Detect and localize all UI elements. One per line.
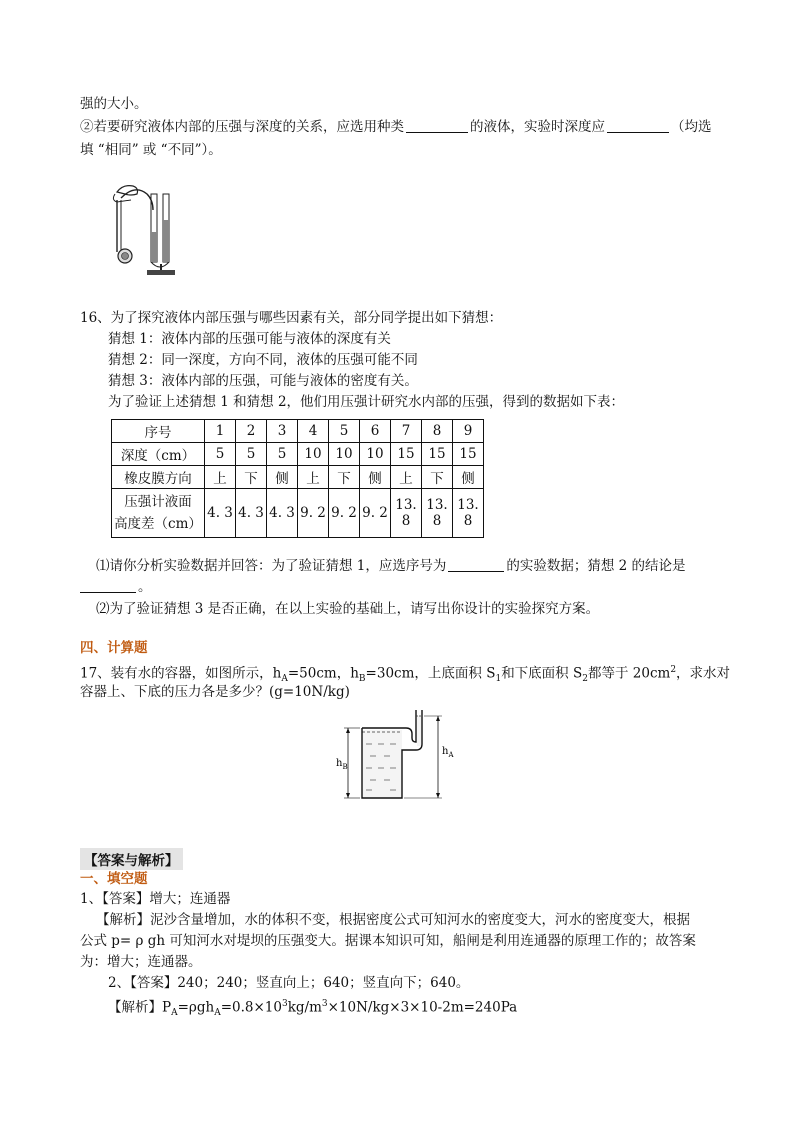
table-cell: 上	[391, 466, 422, 489]
table-cell: 5	[236, 443, 267, 466]
q16-guess3: 猜想 3：液体内部的压强，可能与液体的密度有关。	[108, 373, 418, 389]
q15-line1: 强的大小。	[80, 96, 148, 112]
a2-text: 【解析】P	[108, 999, 172, 1016]
answer2-line2	[108, 994, 517, 1023]
q17-text: 17、装有水的容器，如图所示，h	[80, 665, 282, 682]
table-cell: 7	[391, 420, 422, 443]
table-cell: 3	[267, 420, 298, 443]
label-hb	[336, 758, 348, 771]
water-container-figure	[334, 704, 464, 804]
table-cell: 9. 2	[329, 489, 360, 538]
table-cell: 13. 8	[391, 489, 422, 538]
table-row-serial	[112, 420, 484, 443]
table-cell: 侧	[360, 466, 391, 489]
q17-sub: A	[281, 674, 288, 685]
table-cell: 10	[360, 443, 391, 466]
label-hb-sub: B	[342, 763, 348, 771]
q17-text: =30cm，上底面积 S	[365, 665, 496, 682]
manometer-figure	[103, 180, 183, 280]
table-cell: 下	[329, 466, 360, 489]
table-cell: 2	[236, 420, 267, 443]
table-cell: 4. 3	[236, 489, 267, 538]
table-cell: 5	[267, 443, 298, 466]
label-ha	[442, 746, 454, 759]
row-header: 序号	[112, 420, 205, 443]
row-header-part: 压强计液面	[124, 494, 192, 510]
a2-sub: A	[214, 1008, 221, 1019]
table-cell: 侧	[453, 466, 484, 489]
table-cell: 13. 8	[422, 489, 453, 538]
table-cell: 9. 2	[298, 489, 329, 538]
a2-text: ×10N/kg×3×10-2m=240Pa	[327, 999, 518, 1016]
table-cell: 4	[298, 420, 329, 443]
answer-blank	[607, 118, 669, 133]
q17-text: =50cm，h	[287, 665, 359, 682]
table-cell: 5	[205, 443, 236, 466]
answer1-line3: 公式 p= ρ gh 可知河水对堤坝的压强变大。据课本知识可知，船闸是利用连通器的原理工作的；故答案	[80, 933, 696, 949]
a2-text: kg/m	[287, 999, 322, 1016]
q15-text-b: 的液体，实验时深度应	[470, 119, 605, 135]
table-cell: 4. 3	[267, 489, 298, 538]
table-row-direction	[112, 466, 484, 489]
answers-header: 【答案与解析】	[80, 848, 183, 870]
table-cell: 13. 8	[453, 489, 484, 538]
row-header: 橡皮膜方向	[112, 466, 205, 489]
a2-sub: A	[171, 1008, 178, 1019]
q16-sub2: ⑵为了验证猜想 3 是否正确，在以上实验的基础上，请写出你设计的实验探究方案。	[96, 601, 600, 617]
q16-verify: 为了验证上述猜想 1 和猜想 2，他们用压强计研究水内部的压强，得到的数据如下表：	[108, 394, 625, 410]
table-row-height-diff	[112, 489, 484, 538]
pressure-data-table	[111, 419, 484, 538]
table-cell: 15	[453, 443, 484, 466]
row-header	[112, 489, 205, 538]
table-cell: 10	[298, 443, 329, 466]
table-cell: 10	[329, 443, 360, 466]
table-cell: 上	[298, 466, 329, 489]
label-ha-main: h	[442, 746, 449, 757]
q17-sub: B	[358, 674, 366, 685]
table-cell: 15	[422, 443, 453, 466]
answer-blank	[80, 578, 136, 593]
table-cell: 下	[422, 466, 453, 489]
q17-text: 都等于 20cm	[587, 665, 671, 682]
label-ha-sub: A	[448, 751, 454, 759]
q16-sub1-end: 。	[138, 579, 152, 595]
answer-blank	[448, 557, 504, 572]
a2-sup: 3	[281, 999, 288, 1009]
answers-section1-title: 一、填空题	[80, 871, 148, 887]
q17-sub: 2	[582, 674, 588, 685]
table-cell: 1	[205, 420, 236, 443]
a2-sup: 3	[321, 999, 328, 1009]
table-cell: 上	[205, 466, 236, 489]
table-cell: 5	[329, 420, 360, 443]
q17-sub: 1	[495, 674, 502, 685]
a2-text: =0.8×10	[220, 999, 282, 1016]
q16-sub1	[96, 556, 686, 576]
q16-intro: 16、为了探究液体内部压强与哪些因素有关，部分同学提出如下猜想：	[80, 310, 503, 326]
q17-text: ，求水对	[676, 665, 731, 682]
answer-blank	[406, 118, 468, 133]
answer1-line4: 为：增大；连通器。	[80, 954, 202, 970]
q16-guess2: 猜想 2：同一深度，方向不同，液体的压强可能不同	[108, 352, 418, 368]
answer1-line2: 【解析】泥沙含量增加，水的体积不变，根据密度公式可知河水的密度变大，河水的密度变大，根据	[96, 912, 690, 928]
table-row-depth	[112, 443, 484, 466]
table-cell: 9	[453, 420, 484, 443]
q16-sub1-text-a: ⑴请你分析实验数据并回答：为了验证猜想 1，应选序号为	[96, 558, 447, 574]
table-cell: 9. 2	[360, 489, 391, 538]
q17-text: 和下底面积 S	[501, 665, 583, 682]
label-hb-main: h	[336, 758, 343, 769]
table-cell: 下	[236, 466, 267, 489]
q16-guess1: 猜想 1：液体内部的压强可能与液体的深度有关	[108, 331, 391, 347]
a2-text: =ρgh	[177, 999, 215, 1016]
table-cell: 6	[360, 420, 391, 443]
q15-line3: 填 “相同” 或 “不同”）。	[80, 142, 222, 158]
q17-line2: 容器上、下底的压力各是多少？(g=10N/kg)	[80, 684, 350, 700]
q16-sub1-cont	[80, 577, 152, 597]
answer2-line1: 2、【答案】240；240；竖直向上；640；竖直向下；640。	[108, 975, 470, 991]
q15-text-a: ②若要研究液体内部的压强与深度的关系，应选用种类	[80, 119, 404, 135]
row-header-part: 高度差（cm）	[114, 516, 202, 532]
table-cell: 15	[391, 443, 422, 466]
table-cell: 8	[422, 420, 453, 443]
answer1-line1: 1、【答案】增大；连通器	[80, 891, 231, 907]
section-title-calculation: 四、计算题	[80, 640, 148, 656]
row-header: 深度（cm）	[112, 443, 205, 466]
q15-text-c: （均选	[671, 119, 712, 135]
table-cell: 4. 3	[205, 489, 236, 538]
table-cell: 侧	[267, 466, 298, 489]
q16-sub1-text-b: 的实验数据；猜想 2 的结论是	[506, 558, 686, 574]
q15-line2	[80, 117, 712, 137]
q17-sup: 2	[670, 665, 677, 675]
